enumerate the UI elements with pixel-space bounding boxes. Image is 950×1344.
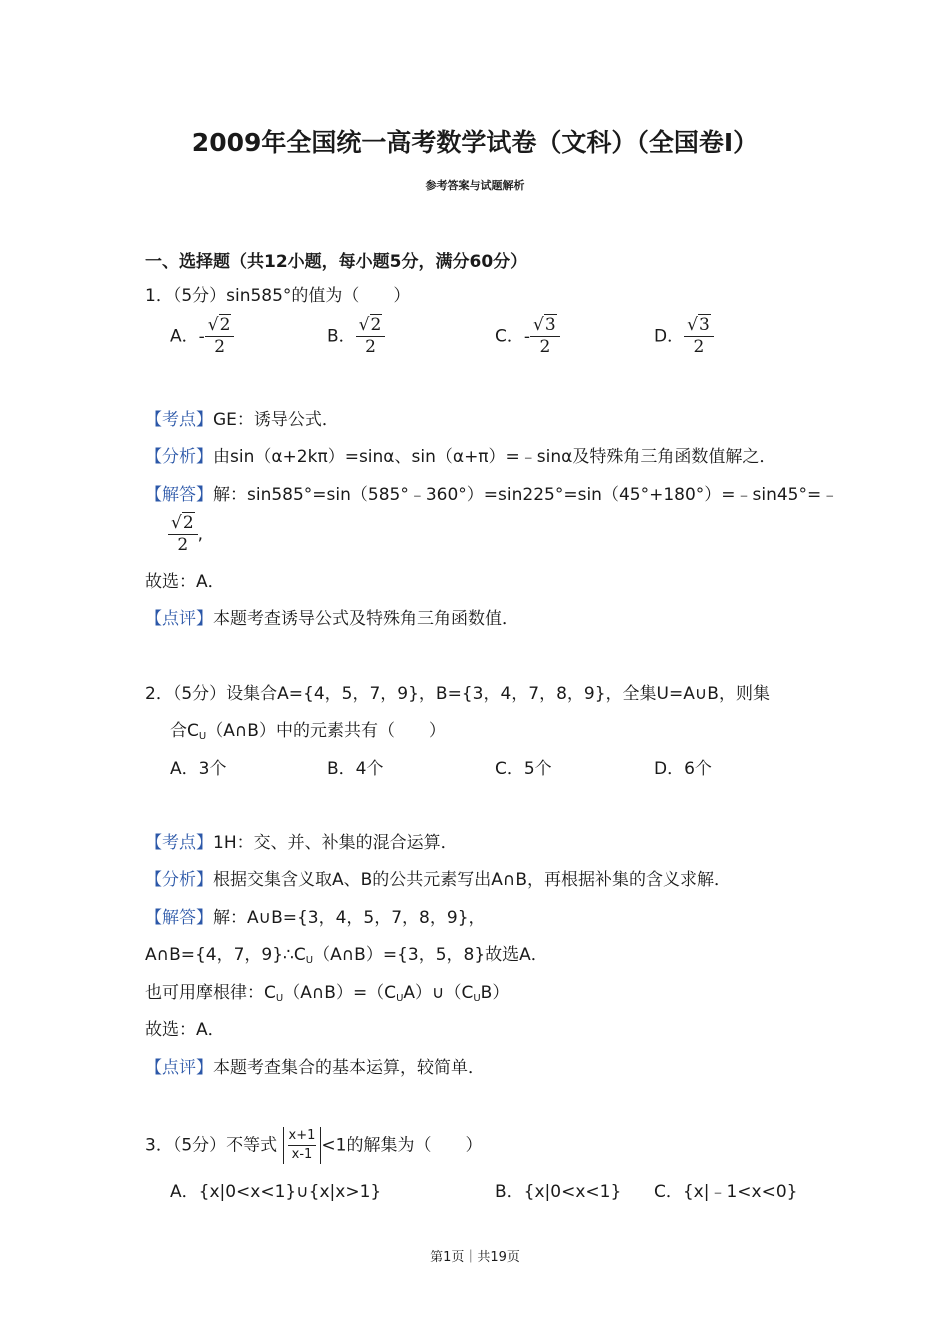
q3-option-c: C．{x|﹣1<x<0}: [654, 1182, 798, 1202]
q1-stem: 1．（5分）sin585°的值为（ ）: [145, 286, 411, 306]
q1-jieda: 【解答】解：sin585°=sin（585°﹣360°）=sin225°=sin（45°+180°）=﹣sin45°=﹣: [145, 485, 839, 505]
fraction: $\frac{√3}{2}$: [684, 316, 714, 357]
q3-stem: 3．（5分）不等式 $\frac{x+1}{x-1}$ <1的解集为（ ）: [145, 1128, 483, 1162]
q1-option-a: [170, 316, 234, 357]
q1-kaodian: 【考点】GE：诱导公式．: [145, 410, 339, 430]
fenxi-tag: 【分析】: [145, 870, 213, 890]
q1-option-c: [495, 316, 560, 357]
option-label: B．: [327, 326, 356, 347]
absolute-value-fraction: $\frac{x+1}{x-1}$: [283, 1127, 322, 1164]
kaodian-tag: 【考点】: [145, 833, 213, 853]
page-title: 2009年全国统一高考数学试卷（文科）（全国卷Ⅰ）: [191, 128, 759, 157]
jieda-tag: 【解答】: [145, 485, 213, 505]
jieda-tag: 【解答】: [145, 908, 213, 928]
dianping-tag: 【点评】: [145, 609, 213, 629]
q2-option-d: D．6个: [654, 759, 712, 779]
option-label: A．: [170, 326, 199, 347]
page-subtitle: 参考答案与试题解析: [425, 179, 525, 192]
dianping-tag: 【点评】: [145, 1058, 213, 1078]
q2-stem-line2: 合$C_U(A\cap B)$中的元素共有（ ）: [170, 721, 446, 742]
q1-choose: 故选：A．: [145, 572, 225, 592]
minus-sign: -: [523, 326, 531, 347]
option-label: D．: [654, 326, 685, 347]
q2-option-c: C．5个: [495, 759, 552, 779]
q3-option-b: B．{x|0<x<1}: [495, 1182, 622, 1202]
q2-jieda-line2: A∩B={4，7，$9\}\therefore C_U(A\cap B)=\{3$，5，8}故选A．: [145, 945, 548, 966]
q2-fenxi: 【分析】根据交集含义取A、B的公共元素写出A∩B，再根据补集的含义求解．: [145, 870, 732, 890]
kaodian-tag: 【考点】: [145, 410, 213, 430]
page-footer: 第1页｜共19页: [430, 1250, 520, 1265]
q1-jieda-fraction: $\frac{√2}{2}$ ,: [168, 514, 203, 555]
q1-option-b: [327, 316, 385, 357]
q2-jieda: 【解答】解：A∪B={3，4，5，7，8，9}，: [145, 908, 486, 928]
q2-kaodian: 【考点】1H：交、并、补集的混合运算．: [145, 833, 458, 853]
section-heading: 一、选择题（共12小题，每小题5分，满分60分）: [145, 252, 528, 272]
option-label: C．: [495, 326, 524, 347]
fenxi-tag: 【分析】: [145, 447, 213, 467]
q1-option-d: [654, 316, 714, 357]
q3-option-a: A．{x|0<x<1}∪{x|x>1}: [170, 1182, 382, 1202]
q2-dianping: 【点评】本题考查集合的基本运算，较简单．: [145, 1058, 485, 1078]
fraction: $\frac{√2}{2}$: [205, 316, 235, 357]
q2-option-b: B．4个: [327, 759, 384, 779]
q2-choose: 故选：A．: [145, 1020, 225, 1040]
minus-sign: -: [198, 326, 205, 347]
q1-dianping: 【点评】本题考查诱导公式及特殊角三角函数值．: [145, 609, 519, 629]
fraction: $\frac{√2}{2}$: [356, 316, 386, 357]
q2-jieda-line3: 也可用摩根律：$C_U(A\cap B)=(C_UA)\cup(C_UB)$: [145, 983, 510, 1004]
fraction: $\frac{√3}{2}$: [530, 316, 560, 357]
q2-stem-line1: 2．（5分）设集合A={4，5，7，9}，B={3，4，7，8，9}，全集U=A∪B，则集: [145, 684, 770, 704]
q2-option-a: A．3个: [170, 759, 227, 779]
q1-fenxi: 【分析】由sin（α+2kπ）=sinα、sin（α+π）=﹣sinα及特殊角三角函数值解之．: [145, 447, 777, 467]
